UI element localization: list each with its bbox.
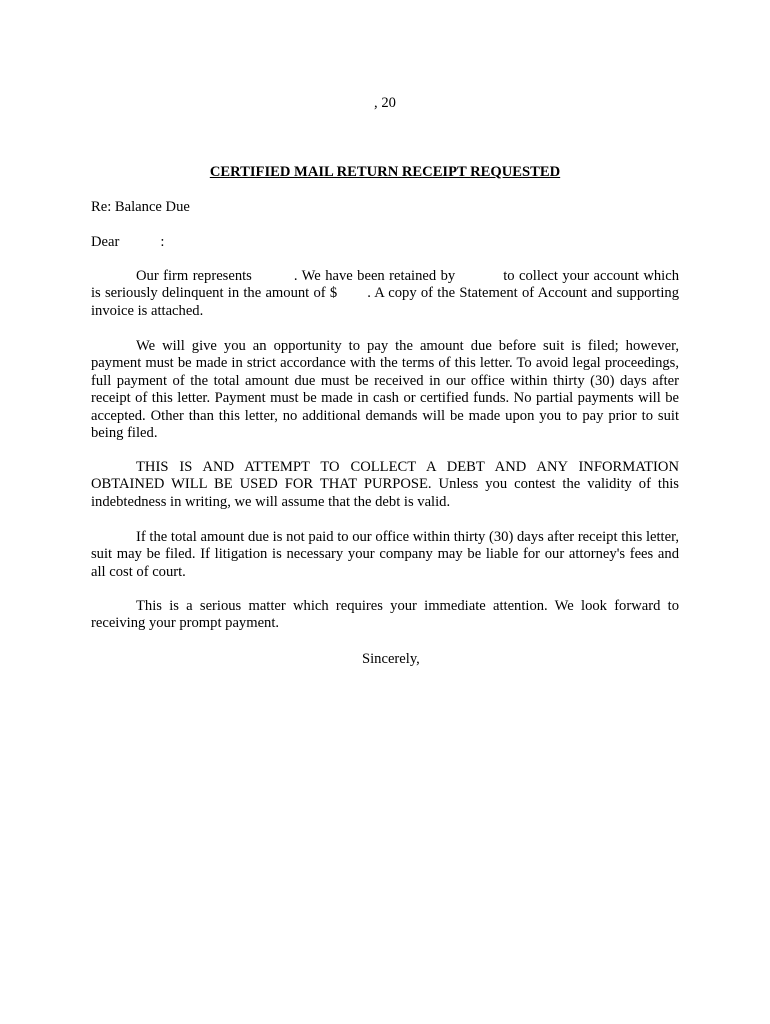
date-line: , 20: [374, 95, 396, 111]
paragraph-payment-terms: We will give you an opportunity to pay the amount due before suit is filed; however, payment must be made in strict accordance with the terms of this letter. To avoid legal proceedings, full payment of the total amount due must be received in our office within thirty (30) days after receipt of this letter. Payment must be made in cash or certified funds. No partial payments will be accepted. Other than this letter, no additional demands will be made upon you to pay prior to suit being filed.: [91, 338, 679, 442]
paragraph-closing-request: This is a serious matter which requires your immediate attention. We look forward to receiving your prompt payment.: [91, 598, 679, 632]
paragraph1-part3: to collect your account which is seriously delinquent in the amount of $: [91, 268, 679, 302]
paragraph-debt-notice: THIS IS AND ATTEMPT TO COLLECT A DEBT AND ANY INFORMATION OBTAINED WILL BE USED FOR THAT PURPOSE. Unless you contest the validity of this indebtedness in writing, we will assume that the debt is valid.: [91, 459, 679, 510]
paragraph-suit-warning: If the total amount due is not paid to our office within thirty (30) days after receipt this letter, suit may be filed. If litigation is necessary your company may be liable for our attorney's fees and all cost of court.: [91, 529, 679, 580]
letter-heading: CERTIFIED MAIL RETURN RECEIPT REQUESTED: [209, 164, 561, 180]
re-line: Re: Balance Due: [91, 199, 190, 215]
paragraph1-part2: . We have been retained by: [293, 268, 456, 284]
closing-sincerely: Sincerely,: [362, 651, 420, 667]
salutation: [91, 233, 164, 251]
paragraph-representation: [91, 268, 679, 320]
salutation-colon: :: [160, 234, 165, 250]
paragraph1-part4: . A copy of the Statement of Account and supporting invoice is attached.: [91, 285, 680, 319]
salutation-dear: Dear: [91, 234, 120, 250]
paragraph1-part1: Our firm represents: [136, 268, 252, 284]
